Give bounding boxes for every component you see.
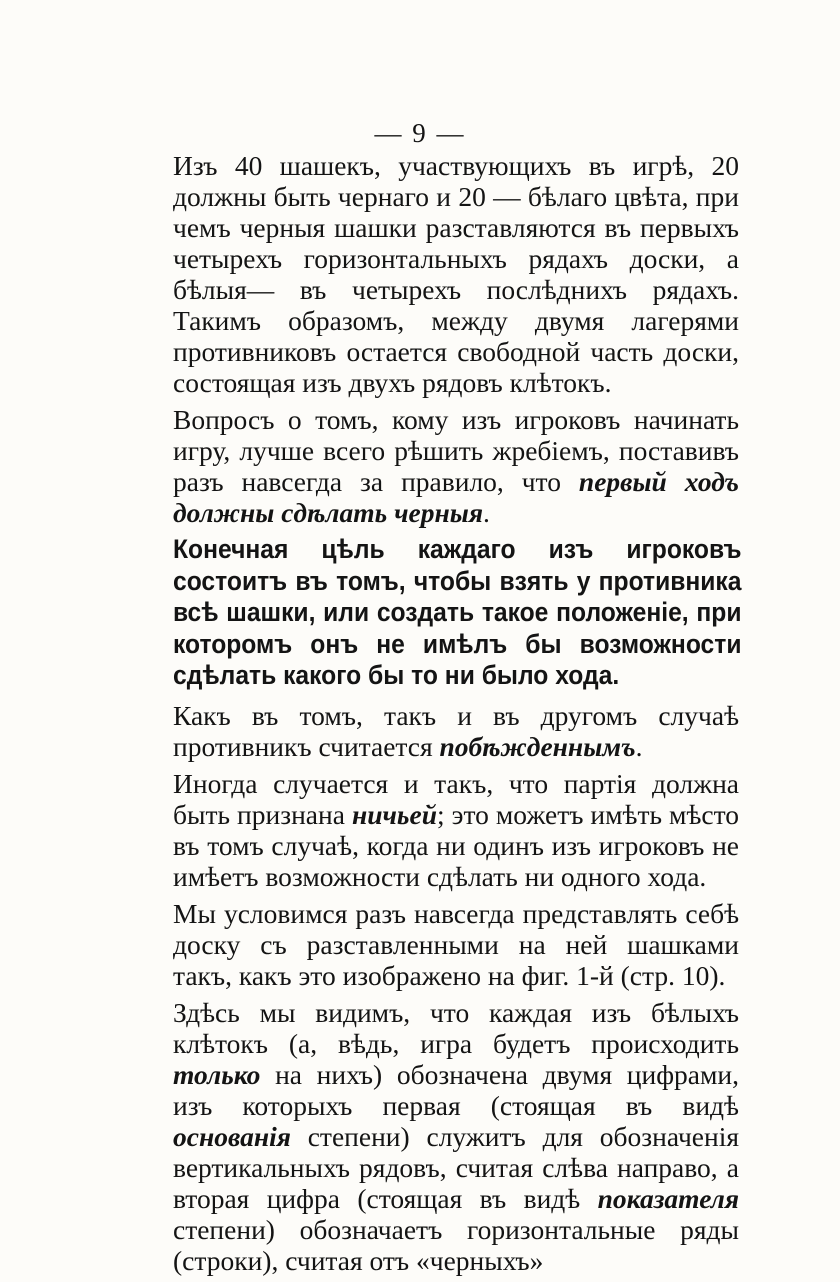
paragraph-first-move-text: Вопросъ о томъ, кому изъ игроковъ начинать игру, лучше всего рѣшить жребіемъ, поставивъ разъ навсегда за правило, что xyxy=(173,404,739,497)
emphasis-first-move: первый ходъ должны сдѣлать черныя xyxy=(173,466,739,528)
paragraph-defeated-end: . xyxy=(635,730,643,762)
paragraph-goal-text: Конечная цѣль каждаго изъ игроковъ состоитъ въ томъ, чтобы взять у противника всѣ шашки, или создать такое положеніе, при которомъ онъ не имѣлъ бы возможности сдѣлать какого бы то ни было хода. xyxy=(173,534,742,690)
paragraph-draw-text: Иногда случается и такъ, что партія должна быть признана xyxy=(173,767,739,830)
paragraph-setup-text: Изъ 40 шашекъ, участвующихъ въ игрѣ, 20 должны быть чернаго и 20 — бѣлаго цвѣта, при чемъ черныя шашки разставляются въ первыхъ четырехъ горизонтальныхъ рядахъ доски, а бѣлыя— въ четырехъ послѣднихъ рядахъ. Такимъ образомъ, между двумя лагерями противниковъ остается свободной часть доски, состоящая изъ двухъ рядовъ клѣтокъ. xyxy=(173,150,739,398)
emphasis-draw: ничьей xyxy=(351,798,438,830)
paragraph-notation-text-a: Здѣсь мы видимъ, что каждая изъ бѣлыхъ клѣтокъ (а, вѣдь, игра будетъ происходить xyxy=(173,996,739,1059)
paragraph-first-move-end: . xyxy=(483,497,490,528)
body-text xyxy=(173,150,742,1282)
paragraph-setup xyxy=(173,150,739,398)
paragraph-draw-end: ; это можетъ имѣть мѣсто въ томъ случаѣ, когда ни одинъ изъ игроковъ не имѣетъ возможности сдѣлать ни одного хода. xyxy=(173,798,739,892)
paragraph-board-figure xyxy=(173,898,739,991)
emphasis-base: основанія xyxy=(173,1120,291,1152)
paragraph-goal-bold xyxy=(173,534,741,692)
paragraph-draw xyxy=(173,768,739,892)
paragraph-board-figure-text: Мы условимся разъ навсегда представлять себѣ доску съ разставленными на ней шашками такъ, какъ это изображено на фиг. 1-й (стр. 10). xyxy=(173,897,739,991)
paragraph-notation-text-c: степени) служитъ для обозначенія вертикальныхъ рядовъ, считая слѣва направо, а вторая цифра (стоящая въ видѣ xyxy=(173,1120,739,1214)
page-number: — 9 — xyxy=(374,118,466,148)
emphasis-defeated: побѣжденнымъ xyxy=(439,730,636,762)
paragraph-defeated xyxy=(173,700,739,762)
paragraph-notation xyxy=(173,997,739,1276)
emphasis-only: только xyxy=(173,1058,261,1090)
paragraph-notation-text-d: степени) обозначаетъ горизонтальные ряды (строки), считая отъ «черныхъ» xyxy=(173,1213,739,1276)
paragraph-defeated-text: Какъ въ томъ, такъ и въ другомъ случаѣ противникъ считается xyxy=(173,699,739,762)
paragraph-first-move xyxy=(173,404,739,528)
paragraph-notation-text-b: на нихъ) обозначена двумя цифрами, изъ которыхъ первая (стоящая въ видѣ xyxy=(173,1058,739,1121)
emphasis-exponent: показателя xyxy=(597,1182,739,1214)
